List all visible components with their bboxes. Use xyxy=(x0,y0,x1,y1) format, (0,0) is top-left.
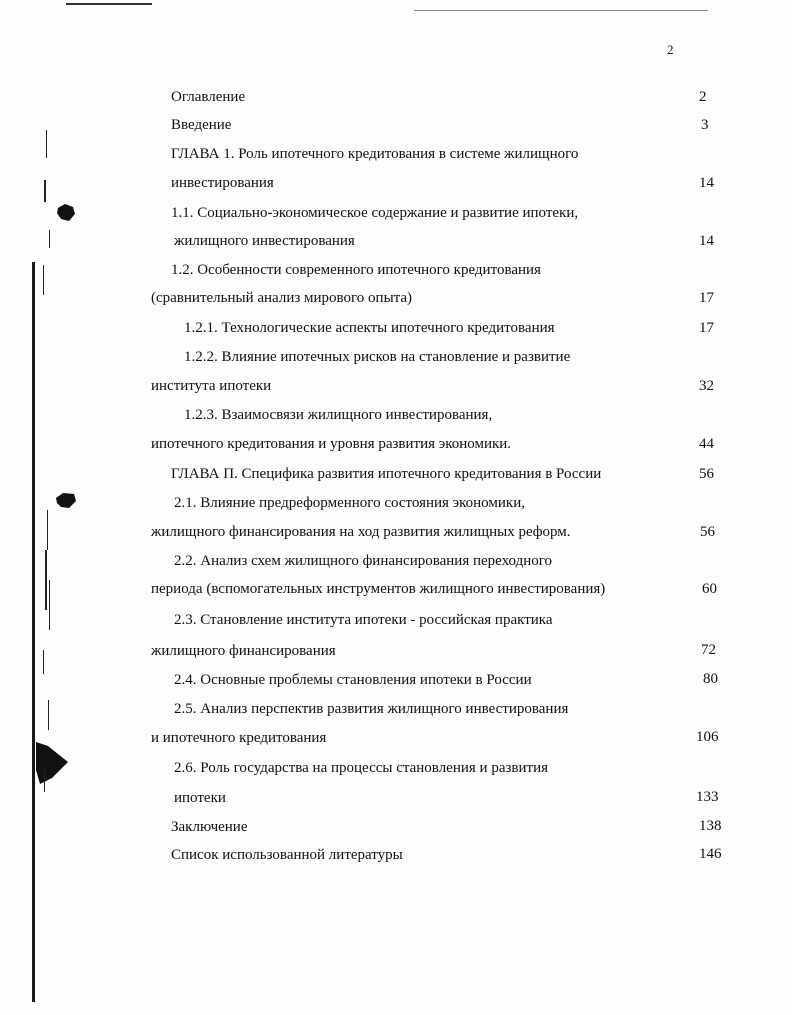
toc-entry-2-3: 2.3. Становление института ипотеки - российская практика xyxy=(174,612,553,628)
toc-entry-1-1-cont: жилищного инвестирования xyxy=(174,233,355,249)
page-number: 2 xyxy=(667,42,674,57)
toc-entry-1-2-3: 1.2.3. Взаимосвязи жилищного инвестирования, xyxy=(184,407,493,423)
toc-entry-chapter-1: ГЛАВА 1. Роль ипотечного кредитования в системе жилищного xyxy=(171,146,579,162)
toc-page-number: 146 xyxy=(699,846,722,862)
toc-entry-1-2: 1.2. Особенности современного ипотечного кредитования xyxy=(171,262,541,278)
toc-entry-2-5-cont: и ипотечного кредитования xyxy=(151,730,327,746)
toc-entry-chapter-2: ГЛАВА П. Специфика развития ипотечного кредитования в России xyxy=(171,466,602,482)
toc-entry-2-5: 2.5. Анализ перспектив развития жилищного инвестирования xyxy=(174,701,569,717)
toc-entry-1-2-2: 1.2.2. Влияние ипотечных рисков на становление и развитие xyxy=(184,349,571,365)
scan-artifact-line-top-right xyxy=(414,10,708,11)
toc-page-number: 106 xyxy=(696,729,719,745)
scan-artifact-line-top-left xyxy=(66,3,152,5)
toc-page-number: 60 xyxy=(702,581,717,597)
toc-page-number: 72 xyxy=(701,642,716,658)
toc-entry-2-3-cont: жилищного финансирования xyxy=(151,643,336,659)
toc-entry-conclusion: Заключение xyxy=(171,819,248,835)
toc-entry-1-1: 1.1. Социально-экономическое содержание и развитие ипотеки, xyxy=(171,205,579,221)
toc-entry-chapter-1-cont: инвестирования xyxy=(171,175,274,191)
toc-page-number: 133 xyxy=(696,789,719,805)
scan-artifact-specks xyxy=(40,110,70,810)
toc-page-number: 44 xyxy=(699,436,714,452)
toc-entry-2-2-cont: периода (вспомогательных инструментов жилищного инвестирования) xyxy=(151,581,606,597)
toc-title: Оглавление xyxy=(171,89,246,105)
toc-page-number: 14 xyxy=(699,175,714,191)
toc-entry-2-6: 2.6. Роль государства на процессы становления и развития xyxy=(174,760,548,776)
toc-entry-introduction: Введение xyxy=(171,117,232,133)
toc-page-number: 3 xyxy=(701,117,709,133)
toc-entry-2-1-cont: жилищного финансирования на ход развития жилищных реформ. xyxy=(151,524,571,540)
toc-page-number: 17 xyxy=(699,290,714,306)
toc-page-number: 56 xyxy=(699,466,714,482)
toc-page-number: 2 xyxy=(699,89,707,105)
toc-entry-2-4: 2.4. Основные проблемы становления ипотеки в России xyxy=(174,672,532,688)
toc-page-number: 17 xyxy=(699,320,714,336)
toc-page-number: 138 xyxy=(699,818,722,834)
toc-entry-2-2: 2.2. Анализ схем жилищного финансирования переходного xyxy=(174,553,553,569)
toc-entry-references: Список использованной литературы xyxy=(171,847,403,863)
scan-artifact-margin-line xyxy=(32,262,35,1002)
toc-page-number: 32 xyxy=(699,378,714,394)
toc-page-number: 14 xyxy=(699,233,714,249)
toc-page-number: 56 xyxy=(700,524,715,540)
toc-entry-1-2-1: 1.2.1. Технологические аспекты ипотечного кредитования xyxy=(184,320,555,336)
toc-page-number: 80 xyxy=(703,671,718,687)
toc-entry-1-2-3-cont: ипотечного кредитования и уровня развития экономики. xyxy=(151,436,512,452)
toc-entry-1-2-cont: (сравнительный анализ мирового опыта) xyxy=(151,290,413,306)
toc-entry-1-2-2-cont: института ипотеки xyxy=(151,378,272,394)
toc-entry-2-6-cont: ипотеки xyxy=(174,790,226,806)
toc-entry-2-1: 2.1. Влияние предреформенного состояния экономики, xyxy=(174,495,525,511)
